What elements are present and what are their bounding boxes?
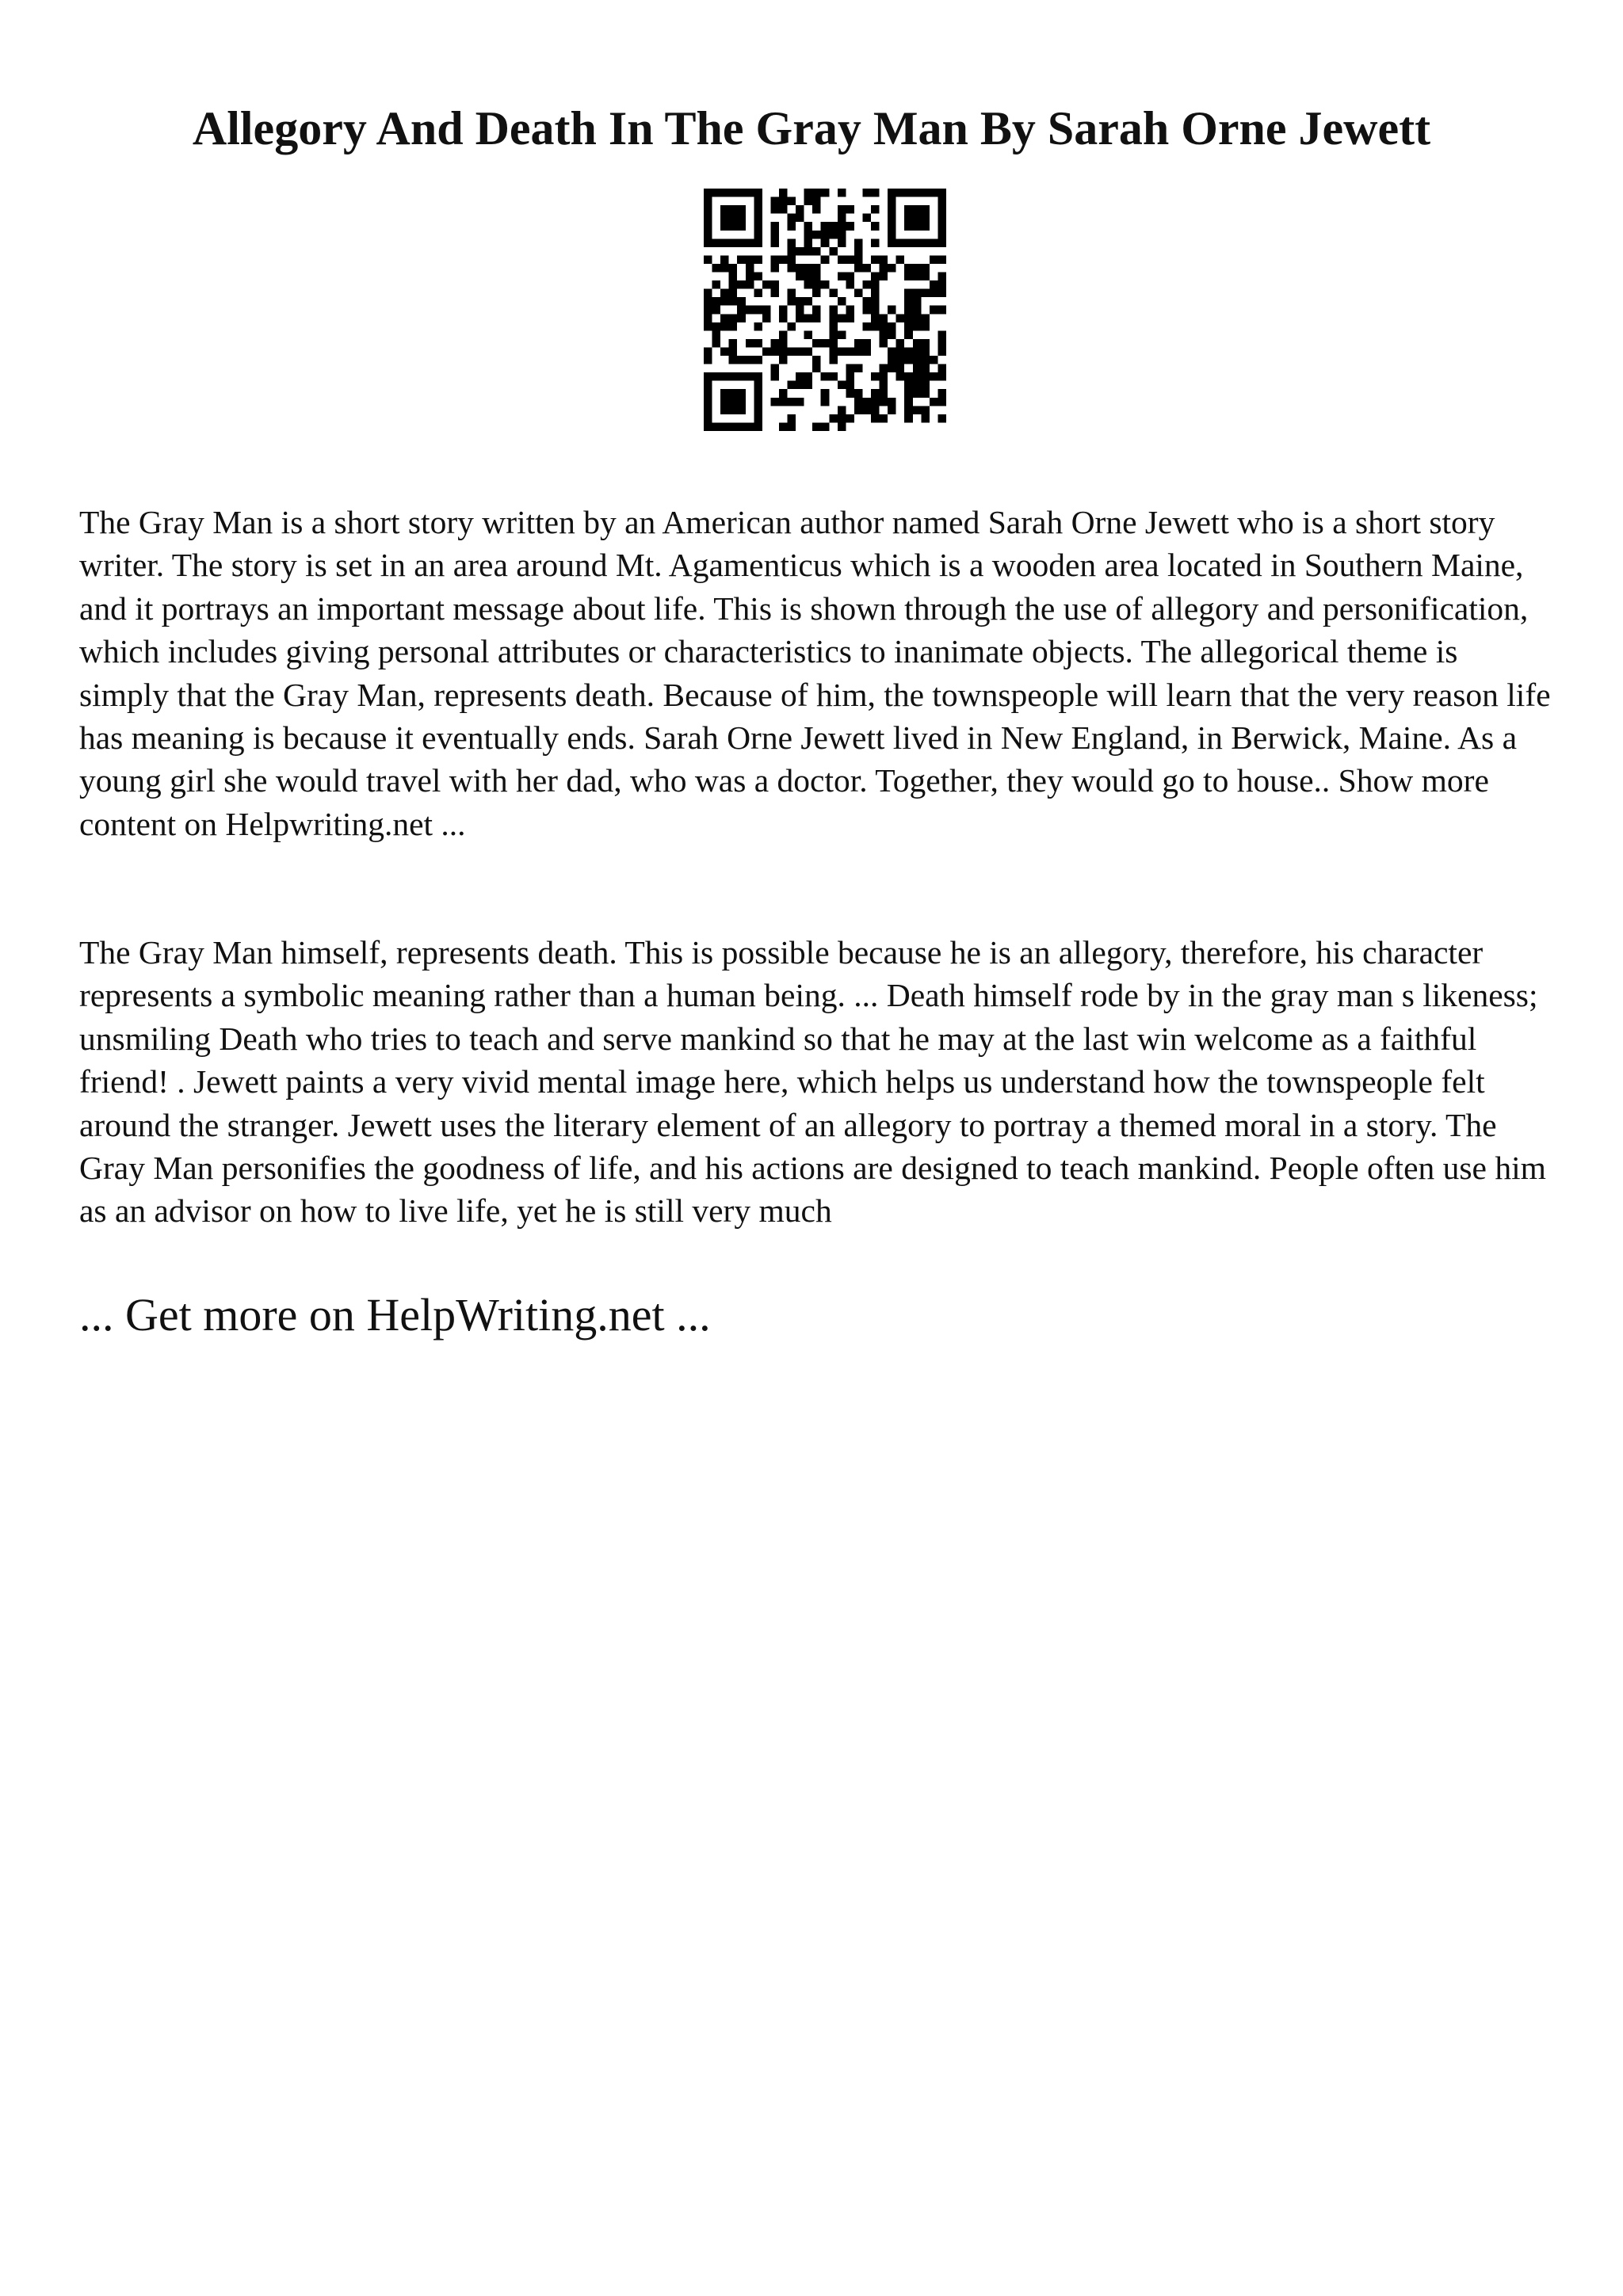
body-paragraph-2: The Gray Man himself, represents death. This is possible because he is an allegory, therefore, his character represents a symbolic meaning rather than a human being. ... Death himself rode by in the gray man s likeness; unsmiling Death who tries to teach and serve mankind so that he may at the last win welcome as a faithful friend! . Jewett paints a very vivid mental image here, which helps us understand how the townspeople felt around the stranger. Jewett uses the literary element of an allegory to portray a themed moral in a story. The Gray Man personifies the goodness of life, and his actions are designed to teach mankind. People often use him as an advisor on how to live life, yet he is still very much — [79, 934, 1546, 1230]
body-paragraph-1: The Gray Man is a short story written by an American author named Sarah Orne Jewett who is a short story writer. The story is set in an area around Mt. Agamenticus which is a wooden area located in Southern Maine, and it portrays an important message about life. This is shown through the use of allegory and personification, which includes giving personal attributes or characteristics to inanimate objects. The allegorical theme is simply that the Gray Man, represents death. Because of him, the townspeople will learn that the very reason life has meaning is because it eventually ends. Sarah Orne Jewett lived in New England, in Berwick, Maine. As a young girl she would travel with her dad, who was a doctor. Together, they would go to house.. Show more content on Helpwriting.net ... — [79, 504, 1551, 842]
get-more-link[interactable]: ... Get more on HelpWriting.net ... — [79, 1289, 711, 1341]
qr-code-icon — [704, 189, 946, 431]
document-title: Allegory And Death In The Gray Man By Sarah Orne Jewett — [192, 102, 1431, 154]
